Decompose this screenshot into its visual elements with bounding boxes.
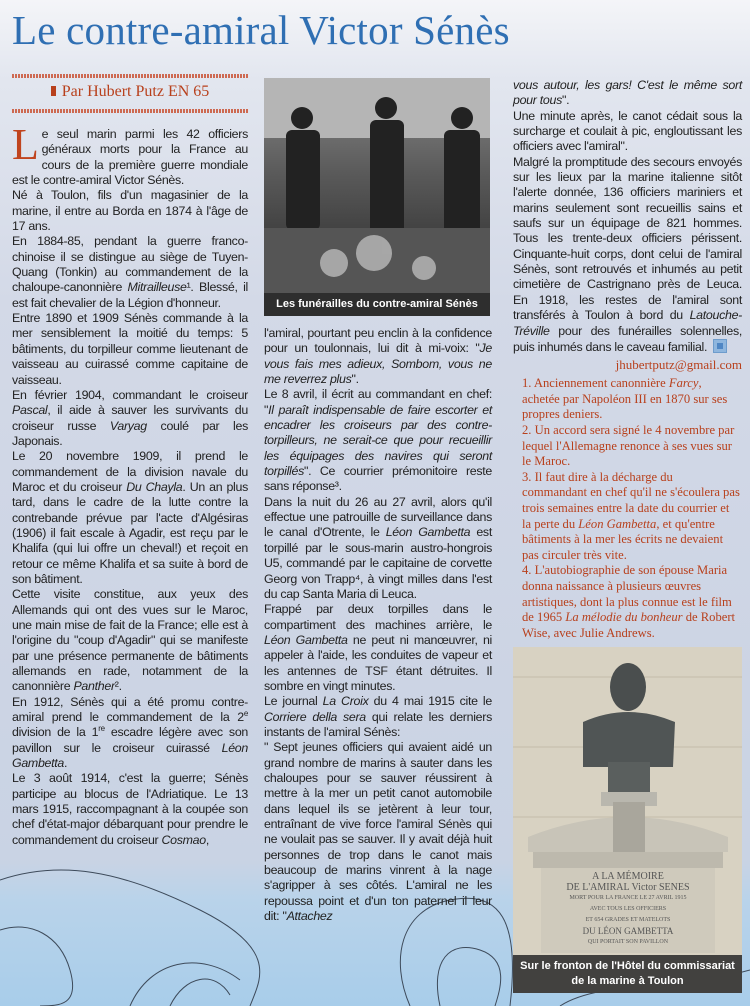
- right-column: [513, 78, 742, 993]
- text-run: , il aide à sauver les survivants du croiseur russe: [12, 403, 248, 433]
- text-run: Dans la nuit du 26 au 27 avril, alors qu'il effectue une patrouille de surveillance dans le canal d'Otrente, le: [264, 494, 492, 540]
- paragraph: [12, 449, 248, 587]
- memorial-photo: [513, 647, 742, 993]
- text-run: Né à Toulon, fils d'un magasinier de la marine, il entre au Borda en 1874 à l'âge de 17 ans.: [12, 188, 248, 234]
- article-column-3: [513, 78, 742, 355]
- italic-text: Mitrailleuse: [127, 280, 187, 295]
- text-run: ".: [561, 93, 570, 108]
- paragraph: [12, 388, 248, 449]
- plaque-line: ET 654 GRADES ET MATELOTS: [585, 917, 671, 924]
- paragraph: [264, 326, 492, 387]
- plaque-line: AVEC TOUS LES OFFICIERS: [589, 906, 667, 913]
- text-run: Le journal: [264, 694, 323, 709]
- italic-text: Varyag: [109, 418, 147, 433]
- drop-cap: L: [12, 120, 39, 169]
- divider: [12, 109, 248, 113]
- paragraph: [522, 563, 740, 641]
- photo-caption: Sur le fronton de l'Hôtel du commissariat de la marine à Toulon: [513, 955, 742, 993]
- paragraph: [264, 694, 492, 740]
- page-title: Le contre-amiral Victor Sénès: [12, 7, 510, 53]
- funeral-photo: [264, 78, 490, 316]
- italic-text: Je vous fais mes adieux, Sombom, vous ne me reverrez plus: [264, 341, 492, 387]
- text-run: ". Ce courrier prémonitoire reste sans réponse³.: [264, 464, 492, 494]
- text-run: coulé par les Japonais.: [12, 418, 248, 448]
- italic-text: Du Chayla: [126, 479, 183, 494]
- text-run: du 4 mai 1915 cite le: [368, 694, 492, 709]
- italic-text: Panther: [73, 679, 115, 694]
- byline-box: [12, 74, 248, 120]
- text-run: ne peut ni manœuvrer, ni appeler à l'aide, les conduites de vapeur et les antennes de TSF étant détruites. Il sombre en vingt minutes.: [264, 632, 492, 693]
- text-run: escadre légère avec son pavillon sur le croiseur cuirassé: [12, 725, 248, 755]
- text-run: l'amiral, pourtant peu enclin à la confidence pour un toulonnais, lui dit à mi-voix: ": [264, 326, 492, 356]
- italic-text: vous autour, les gars! C'est le même sort pour tous: [513, 78, 742, 108]
- text-run: ".: [351, 372, 359, 387]
- text-run: ,: [205, 832, 210, 847]
- text-run: En février 1904, commandant le croiseur: [12, 387, 248, 402]
- superscript: e: [243, 708, 248, 718]
- text-run: Le 8 avril, il écrit au commandant en chef: ": [264, 387, 492, 417]
- text-run: division de la 1: [12, 725, 99, 740]
- plaque-line: MORT POUR LA FRANCE LE 27 AVRIL 1915: [569, 895, 687, 902]
- italic-text: Léon Gambetta: [578, 516, 657, 531]
- author-email[interactable]: jhubertputz@gmail.com: [615, 357, 742, 373]
- paragraph: [12, 311, 248, 388]
- italic-text: Latouche-Tréville: [513, 308, 742, 338]
- plaque-line: A LA MÉMOIRE: [592, 871, 664, 883]
- paragraph: [264, 387, 492, 494]
- bullet-square-icon: [51, 86, 56, 96]
- text-run: Le 20 novembre 1909, il prend le commandement de la division navale du Maroc et du croiseur: [12, 449, 248, 494]
- memorial-plaque-inscription: [541, 871, 715, 948]
- text-run: . Un an plus tard, dans le cadre de la lutte contre la contrebande prévue par l'acte d'Algésiras (1906) il fait escale à Agadir, est reçu par le Khalifa (qui lui offre un cheval!) et reçoit en retour ce même Khalifa et sa suite à bord de son bâtiment.: [12, 479, 248, 586]
- italic-text: Cosmao: [161, 832, 206, 847]
- italic-text: Attachez: [286, 909, 333, 924]
- text-run: de Robert Wise, avec Julie Andrews.: [522, 610, 736, 640]
- text-run: e seul marin parmi les 42 officiers généraux morts pour la France au cours de la première guerre mondiale est le contre-amiral Victor Sénès.: [12, 127, 248, 188]
- text-run: .: [64, 756, 68, 771]
- paragraph: [522, 470, 740, 564]
- text-run: , achetée par Napoléon III en 1870 sur ses propres deniers.: [522, 376, 728, 422]
- text-run: En 1912, Sénès qui a été promu contre-amiral prend le commandement de la 2: [12, 694, 248, 725]
- funeral-photo-image: [264, 78, 490, 316]
- italic-text: La Croix: [322, 694, 369, 709]
- paragraph: [12, 188, 248, 234]
- photo-caption: Les funérailles du contre-amiral Sénès: [264, 293, 490, 316]
- text-run: Le 3 août 1914, c'est la guerre; Sénès participe au blocus de l'Adriatique. Le 13 mars 1915, raccompagnant à la coupée son chef d'état-major débarquant pour prendre le commandement du croiseur: [12, 771, 248, 847]
- paragraph: [513, 109, 742, 155]
- superscript: re: [98, 724, 105, 734]
- article-column-2: [264, 326, 492, 924]
- paragraph: [12, 587, 248, 694]
- italic-text: La mélodie du bonheur: [565, 610, 683, 625]
- text-run: 1. Anciennement canonnière: [522, 376, 669, 391]
- text-run: qui relate les derniers instants de l'amiral Sénès:: [264, 709, 492, 739]
- paragraph: [513, 78, 742, 109]
- italic-text: Pascal: [12, 403, 48, 418]
- text-run: Cette visite constitue, aux yeux des Allemands qui ont des vues sur le Maroc, une main mise de fait de la France; elle est à l'origine du "coup d'Agadir" qui se manifeste par une présence permanente de bâtiments allemands en rade, notamment de la canonnière: [12, 587, 248, 694]
- paragraph: [12, 234, 248, 311]
- plaque-line: DU LÉON GAMBETTA: [582, 926, 674, 937]
- paragraph: [522, 376, 740, 423]
- italic-text: Farcy: [668, 376, 699, 391]
- text-run: , et qu'entre bâtiments à la mer les écrits ne devaient pas circuler très vite.: [522, 516, 724, 562]
- text-run: Une minute après, le canot cédait sous la surcharge et coulait à pic, engloutissant les officiers avec l'amiral".: [513, 108, 742, 154]
- text-run: est torpillé par le sous-marin austro-hongrois U5, commandé par le capitaine de corvette Georg von Trapp⁴, à vingt milles dans l'est du cap Santa Maria di Leuca.: [264, 525, 492, 601]
- paragraph: [264, 602, 492, 694]
- paragraph: [12, 771, 248, 848]
- plaque-line: QUI PORTAIT SON PAVILLON: [587, 939, 669, 946]
- text-run: ¹. Blessé, il est fait chevalier de la Légion d'honneur.: [12, 280, 248, 310]
- text-run: 4. L'autobiographie de son épouse Maria donna naissance à plusieurs œuvres artistiques, dont la plus connue est le film de 1965: [522, 563, 732, 625]
- square-end-mark-icon: [713, 339, 727, 353]
- footnotes: [522, 376, 740, 641]
- italic-text: Il paraît indispensable de faire escorter et encadrer les croiseurs par des contre-torpilleurs, ne serait-ce que pour recueillir les équipages des navires qui seront torpillés: [264, 402, 492, 479]
- byline: [12, 83, 248, 101]
- paragraph: [12, 695, 248, 772]
- text-run: pour des funérailles solennelles, puis inhumés dans le caveau familial.: [513, 323, 742, 354]
- text-run: En 1884-85, pendant la guerre franco-chinoise il se distingue au siège de Tuyen-Quang (Tonkin) au commandement de la chaloupe-canonnière: [12, 234, 248, 295]
- divider: [12, 74, 248, 78]
- text-run: Frappé par deux torpilles dans le compartiment des machines arrière, le: [264, 602, 492, 632]
- article-column-1: [12, 120, 248, 848]
- italic-text: Léon Gambetta: [264, 632, 348, 647]
- text-run: 3. Il faut dire à la décharge du commandant en chef qu'il ne s'écoulera pas trois semaines entre la date du courrier et la perte du: [522, 469, 740, 531]
- text-run: " Sept jeunes officiers qui avaient aidé un grand nombre de marins à sauter dans les chaloupes pour se sauver réussirent à mettre à la mer un petit canot automobile dans lequel ils se jetèrent à leur tour, entraînant de vive force l'amiral Sénès qui ne voulait pas se sauver. Il y avait déjà huit personnes de trop dans le canot mais beaucoup de marins vinrent à la nage s'agripper à ses côtés. L'amiral ne les repoussa point et d'un ton paternel il leur dit: ": [264, 740, 492, 924]
- italic-text: Léon Gambetta: [385, 525, 471, 540]
- text-run: Malgré la promptitude des secours envoyés sur les lieux par la marine italienne sitôt l'alerte donnée, 136 officiers mariniers et marins seulement sont recueillis sains et saufs sur un équipage de 821 hommes. Tous les trente-deux officiers périssent. Cinquante-huit corps, dont celui de l'amiral Sénès, sont retrouvés et inhumés au petit cimetière de Castrignano près de Leuca. En 1918, les restes de l'amiral sont transférés à Toulon à bord du: [513, 154, 742, 323]
- byline-text: Par Hubert Putz EN 65: [61, 83, 210, 100]
- text-run: Entre 1890 et 1909 Sénès commande à la mer sensiblement la moitié du temps: 5 bâtiments, du torpilleur comme lieutenant de vaisseau au cuirassé comme capitaine de vaisseau.: [12, 311, 248, 387]
- italic-text: Corriere della sera: [264, 709, 366, 724]
- paragraph: [513, 155, 742, 355]
- italic-text: Léon Gambetta: [12, 740, 248, 771]
- paragraph: [522, 423, 740, 470]
- paragraph: [264, 740, 492, 924]
- paragraph: [264, 495, 492, 602]
- text-run: ².: [114, 679, 122, 694]
- text-run: 2. Un accord sera signé le 4 novembre par lequel l'Allemagne renonce à ses vues sur le Maroc.: [522, 422, 735, 469]
- plaque-line: DE L'AMIRAL Victor SENES: [566, 882, 690, 894]
